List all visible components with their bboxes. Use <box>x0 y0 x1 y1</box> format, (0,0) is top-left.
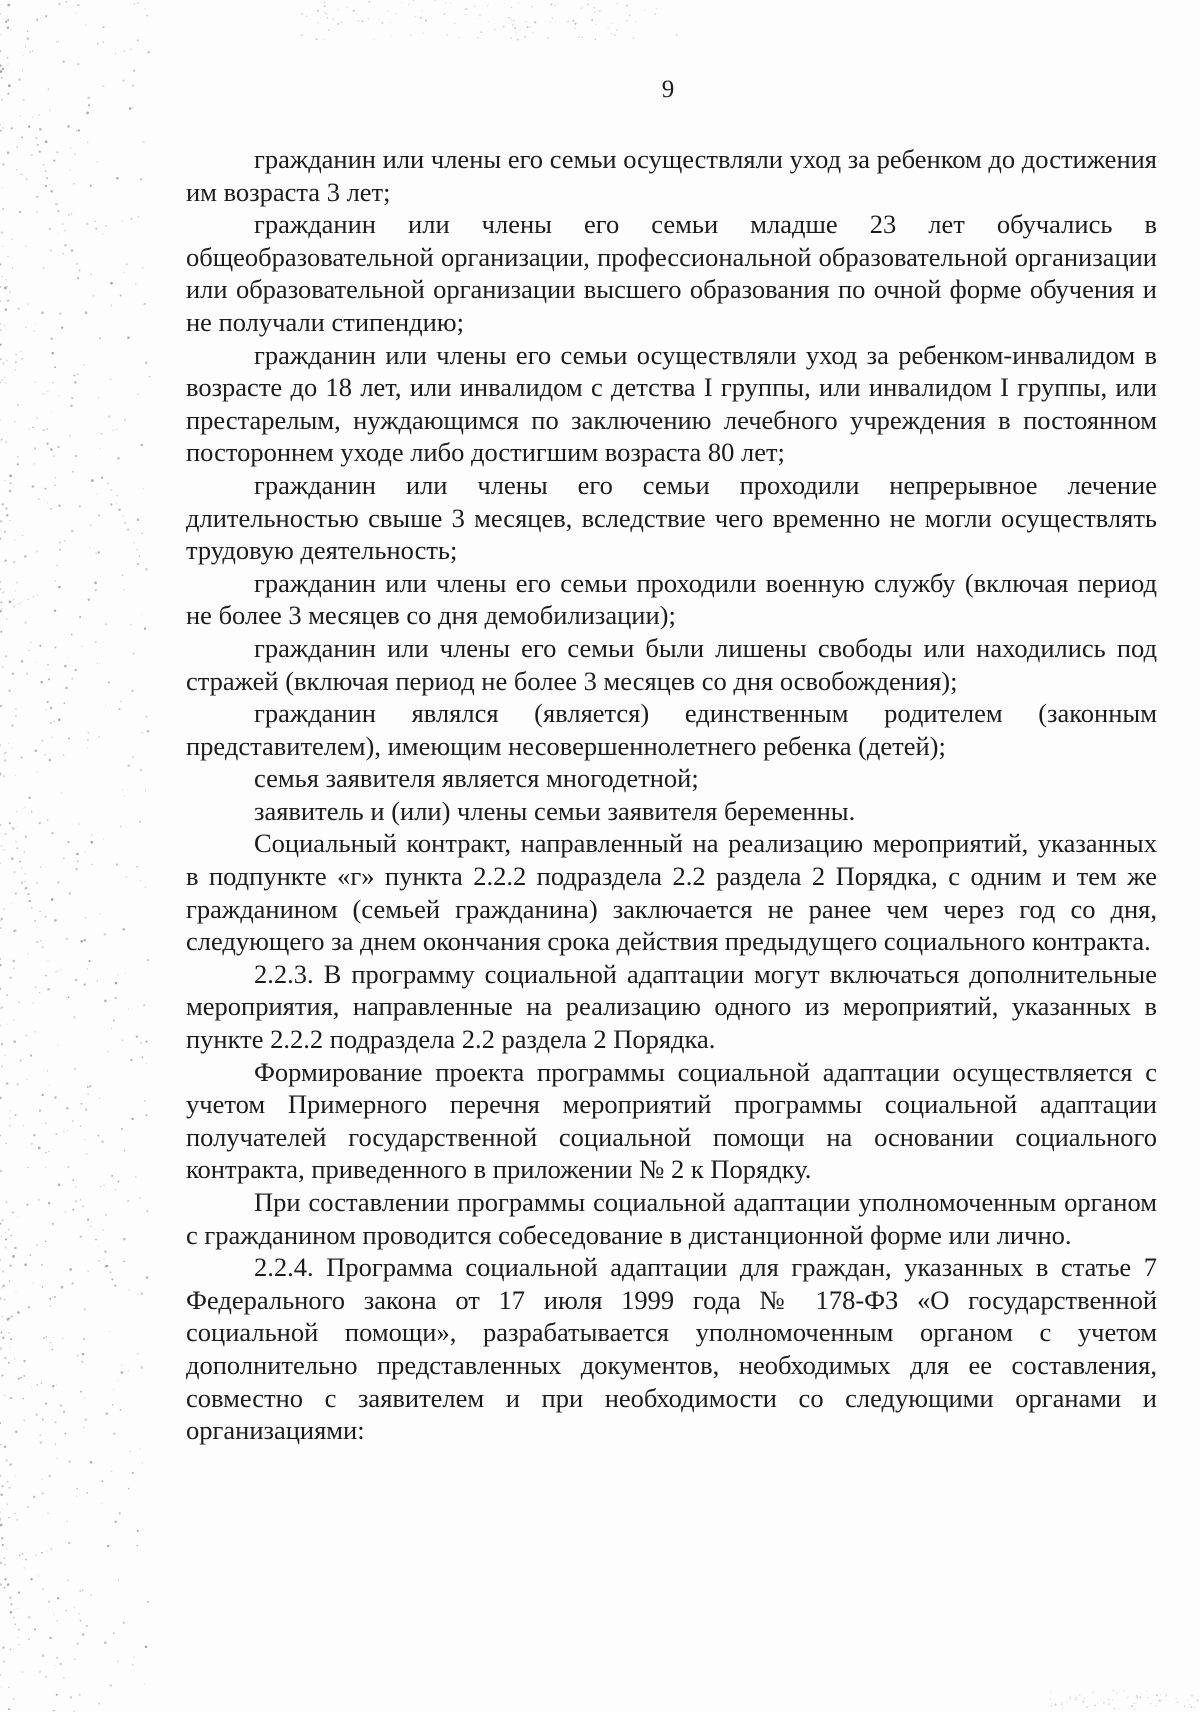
paragraph-7: гражданин являлся (является) единственным родителем (законным представителем), имеющим несовершеннолетнего ребенка (детей); <box>186 698 1157 761</box>
page-number: 9 <box>661 76 675 103</box>
paragraph-4: гражданин или члены его семьи проходили непрерывное лечение длительностью свыше 3 месяцев, вследствие чего временно не могли осуществлять трудовую деятельность; <box>186 469 1157 566</box>
paragraph-12: Формирование проекта программы социальной адаптации осуществляется с учетом Примерного перечня мероприятий программы социальной адаптации получателей государственной социальной помощи на основании социального контракта, приведенного в приложении № 2 к Порядку. <box>186 1056 1157 1185</box>
paragraph-11: 2.2.3. В программу социальной адаптации могут включаться дополнительные мероприятия, направленные на реализацию одного из мероприятий, указанных в пункте 2.2.2 подраздела 2.2 раздела 2 Порядка. <box>186 958 1157 1055</box>
paragraph-9: заявитель и (или) члены семьи заявителя беременны. <box>254 795 856 826</box>
paragraph-1: гражданин или члены его семьи осуществляли уход за ребенком до достижения им возраста 3 лет; <box>186 144 1157 207</box>
paragraph-5: гражданин или члены его семьи проходили военную службу (включая период не более 3 месяцев со дня демобилизации); <box>186 567 1157 631</box>
paragraph-10: Социальный контракт, направленный на реализацию мероприятий, указанных в подпункте «г» пункта 2.2.2 подраздела 2.2 раздела 2 Порядка, с одним и тем же гражданином (семьей гражданина) заключается не ранее чем через год со дня, следующего за днем окончания срока действия предыдущего социального контракта. <box>186 828 1157 957</box>
document-body <box>186 143 1157 1447</box>
paragraph-14: 2.2.4. Программа социальной адаптации для граждан, указанных в статье 7 Федерального закона от 17 июля 1999 года № 178-ФЗ «О государственной социальной помощи», разрабатывается уполномоченным органом с учетом дополнительно представленных документов, необходимых для ее составления, совместно с заявителем и при необходимости со следующими органами и организациями: <box>186 1252 1157 1446</box>
paragraph-2: гражданин или члены его семьи младше 23 лет обучались в общеобразовательной организации, профессиональной образовательной организации или образовательной организации высшего образования по очной форме обучения и не получали стипендию; <box>186 209 1157 337</box>
paragraph-6: гражданин или члены его семьи были лишены свободы или находились под стражей (включая период не более 3 месяцев со дня освобождения); <box>186 632 1157 696</box>
paragraph-13: При составлении программы социальной адаптации уполномоченным органом с гражданином проводится собеседование в дистанционной форме или лично. <box>186 1187 1157 1250</box>
paragraph-8: семья заявителя является многодетной; <box>254 763 699 794</box>
paragraph-3: гражданин или члены его семьи осуществляли уход за ребенком-инвалидом в возрасте до 18 лет, или инвалидом с детства I группы, или инвалидом I группы, или престарелым, нуждающимся по заключению лечебного учреждения в постоянном постороннем уходе либо достигшим возраста 80 лет; <box>186 339 1157 468</box>
